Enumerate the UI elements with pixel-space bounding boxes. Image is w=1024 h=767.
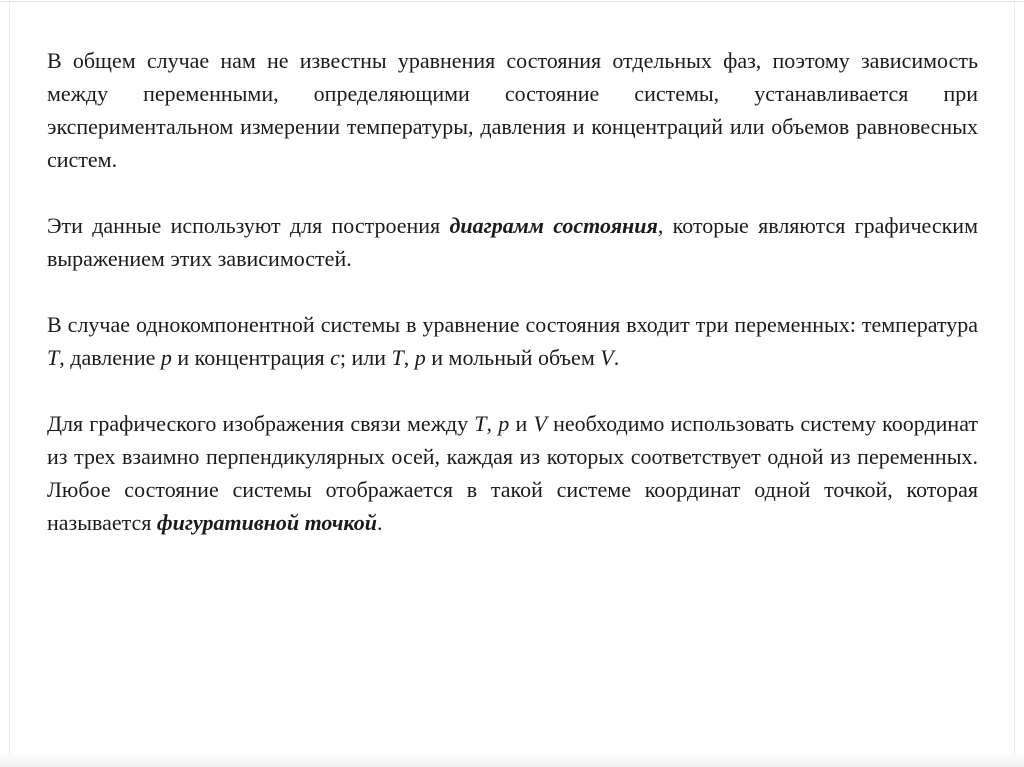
text-segment: ; или [339,345,392,370]
top-border-line [0,1,1024,2]
text-segment: и мольный объем [425,345,601,370]
text-segment: Для графического изображения связи между [47,411,475,436]
text-segment: V [533,411,547,436]
text-segment: В общем случае нам не известны уравнения состояния отдельных фаз, поэтому зависимость между переменными, определяющими состояние системы, устанавливается при экспериментальном измерении температуры, давления и концентраций или объемов равновесных систем. [47,48,978,172]
text-segment: T [47,345,60,370]
text-segment: p [414,345,426,370]
paragraph [47,308,978,374]
paragraph [47,44,978,176]
text-segment: p [160,345,172,370]
text-segment: фигуративной точкой [156,510,377,535]
left-border-line [9,2,10,755]
text-segment: , [486,411,499,436]
text-segment: p [498,411,510,436]
right-border-line [1014,2,1015,755]
text-segment: необходимо использовать систему координат из трех взаимно перпендикулярных осей, каждая из которых соответствует одной из переменных. Любое состояние системы отображается в такой системе координат одной точкой, которая называется [47,411,979,535]
text-segment: V [600,345,614,370]
text-segment: и концентрация [171,345,331,370]
bottom-gradient-band [0,755,1024,767]
text-segment: . [376,510,383,535]
text-segment: T [391,345,404,370]
paragraph [47,407,978,539]
text-segment: , которые являются графическим выражением этих зависимостей. [47,213,978,271]
paragraph [47,209,978,275]
text-segment: . [613,345,620,370]
slide-text-content [47,44,978,572]
text-segment: , [403,345,415,370]
text-segment: и [509,411,534,436]
text-segment: T [474,411,487,436]
text-segment: диаграмм состояния [449,213,658,238]
text-segment: , давление [59,345,161,370]
text-segment: В случае однокомпонентной системы в уравнение состояния входит три переменных: температура [47,312,978,337]
text-segment: Эти данные используют для построения [47,213,450,238]
text-segment: c [330,345,340,370]
